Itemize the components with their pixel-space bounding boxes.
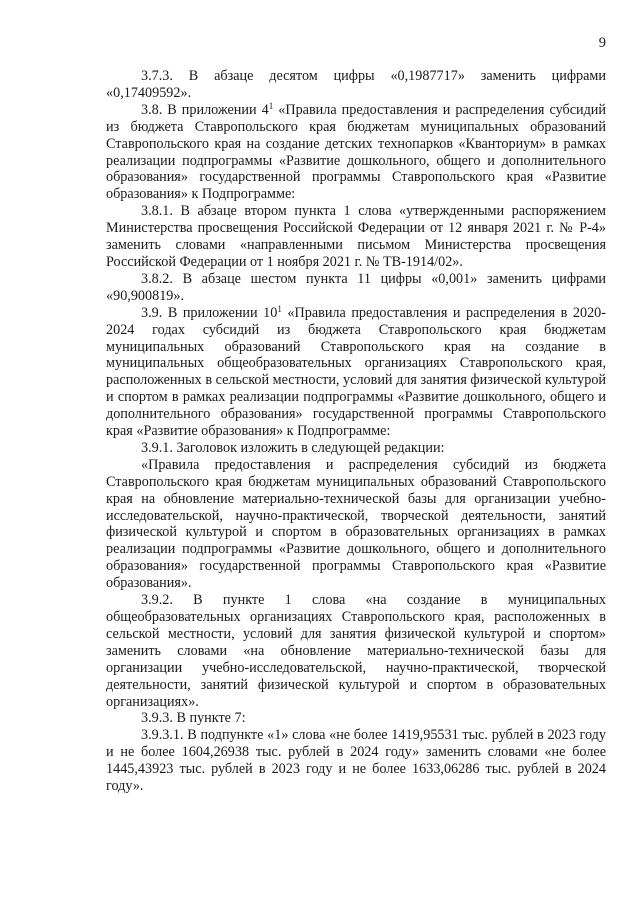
- paragraph-3-8: [106, 102, 606, 203]
- paragraph-new-title: «Правила предоставления и распределения субсидий из бюджета Ставропольского края бюджетам муниципальных образований Ставропольского края на обновление материально-технической базы для организации учебно-исследовательской, научно-практической, творческой деятельности, занятий физической культурой и спортом в образовательных организациях в рамках реализации подпрограммы «Развитие дошкольного, общего и дополнительного образования» государственной программы Ставропольского края «Развитие образования».: [106, 456, 606, 592]
- document-body: [106, 68, 606, 795]
- paragraph-3-9-3: 3.9.3. В пункте 7:: [141, 710, 246, 727]
- paragraph-3-9: [106, 305, 606, 440]
- paragraph-3-9-lead: 3.9. В приложении 10: [141, 304, 278, 321]
- paragraph-3-9-rest: «Правила предоставления и распределения в 2020-2024 годах субсидий из бюджета Ставропольского края бюджетам муниципальных образований Ставропольского края на создание в муниципальных общеобразовательных организациях Ставропольского края, расположенных в сельской местности, условий для занятия физической культурой и спортом в рамках реализации подпрограммы «Развитие дошкольного, общего и дополнительного образования» государственной программы Ставропольского края «Развитие образования» к Подпрограмме:: [106, 304, 606, 440]
- superscript-index: 1: [277, 303, 282, 314]
- paragraph-3-7-3: 3.7.3. В абзаце десятом цифры «0,1987717» заменить цифрами «0,17409592».: [106, 68, 606, 101]
- paragraph-3-8-lead: 3.8. В приложении 4: [141, 101, 269, 118]
- superscript-index: 1: [268, 100, 274, 111]
- paragraph-3-9-2: 3.9.2. В пункте 1 слова «на создание в муниципальных общеобразовательных организациях Ставропольского края, расположенных в сельской местности, условий для занятия физической культурой и спортом» заменить словами «на обновление материально-технической базы для организации учебно-исследовательской, научно-практической, творческой деятельности, занятий физической культурой и спортом в образовательных организациях».: [106, 592, 606, 710]
- paragraph-3-9-3-1: 3.9.3.1. В подпункте «1» слова «не более 1419,95531 тыс. рублей в 2023 году и не более 1604,26938 тыс. рублей в 2024 году» заменить словами «не более 1445,43923 тыс. рублей в 2023 году и не более 1633,06286 тыс. рублей в 2024 году».: [106, 727, 606, 795]
- paragraph-3-8-1: 3.8.1. В абзаце втором пункта 1 слова «утвержденными распоряжением Министерства просвещения Российской Федерации от 12 января 2021 г. № Р-4» заменить словами «направленными письмом Министерства просвещения Российской Федерации от 1 ноября 2021 г. № ТВ-1914/02».: [106, 203, 606, 270]
- paragraph-3-9-1: 3.9.1. Заголовок изложить в следующей редакции:: [141, 439, 445, 456]
- paragraph-3-8-2: 3.8.2. В абзаце шестом пункта 11 цифры «0,001» заменить цифрами «90,900819».: [106, 270, 606, 304]
- paragraph-3-8-rest: «Правила предоставления и распределения субсидий из бюджета Ставропольского края бюджетам муниципальных образований Ставропольского края на создание детских технопарков «Кванториум» в рамках реализации подпрограммы «Развитие дошкольного, общего и дополнительного образования» государственной программы Ставропольского края «Развитие образования» к Подпрограмме:: [106, 101, 606, 203]
- page-number: 9: [598, 35, 606, 51]
